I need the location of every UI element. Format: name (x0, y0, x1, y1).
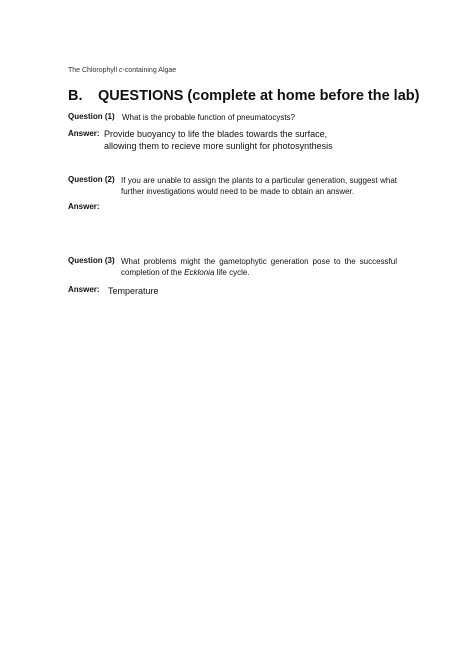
question-2-label: Question (2) (68, 175, 115, 184)
answer-1-line-1: Provide buoyancy to life the blades towards the surface, (104, 129, 328, 139)
section-heading (68, 88, 419, 104)
answer-1-label: Answer: (68, 129, 100, 138)
question-1-text: What is the probable function of pneumatocysts? (122, 113, 295, 122)
genus-name: Ecklonia (184, 268, 215, 277)
answer-3-line-1: Temperature (108, 286, 159, 296)
question-3-text: What problems might the gametophytic generation pose to the successful completion of the Ecklonia life cycle. (121, 257, 397, 277)
question-1-label: Question (1) (68, 112, 115, 121)
question-2-text: If you are unable to assign the plants to a particular generation, suggest what further investigations would need to be made to obtain an answer. (121, 176, 397, 196)
question-3-label: Question (3) (68, 256, 115, 265)
section-letter: B. (68, 88, 83, 104)
running-head: The Chlorophyll c-containing Algae (68, 67, 177, 74)
section-title: QUESTIONS (complete at home before the lab) (98, 88, 420, 104)
answer-3-label: Answer: (68, 285, 100, 294)
answer-2-label: Answer: (68, 202, 100, 211)
answer-1-line-2: allowing them to recieve more sunlight for photosynthesis (104, 141, 333, 151)
